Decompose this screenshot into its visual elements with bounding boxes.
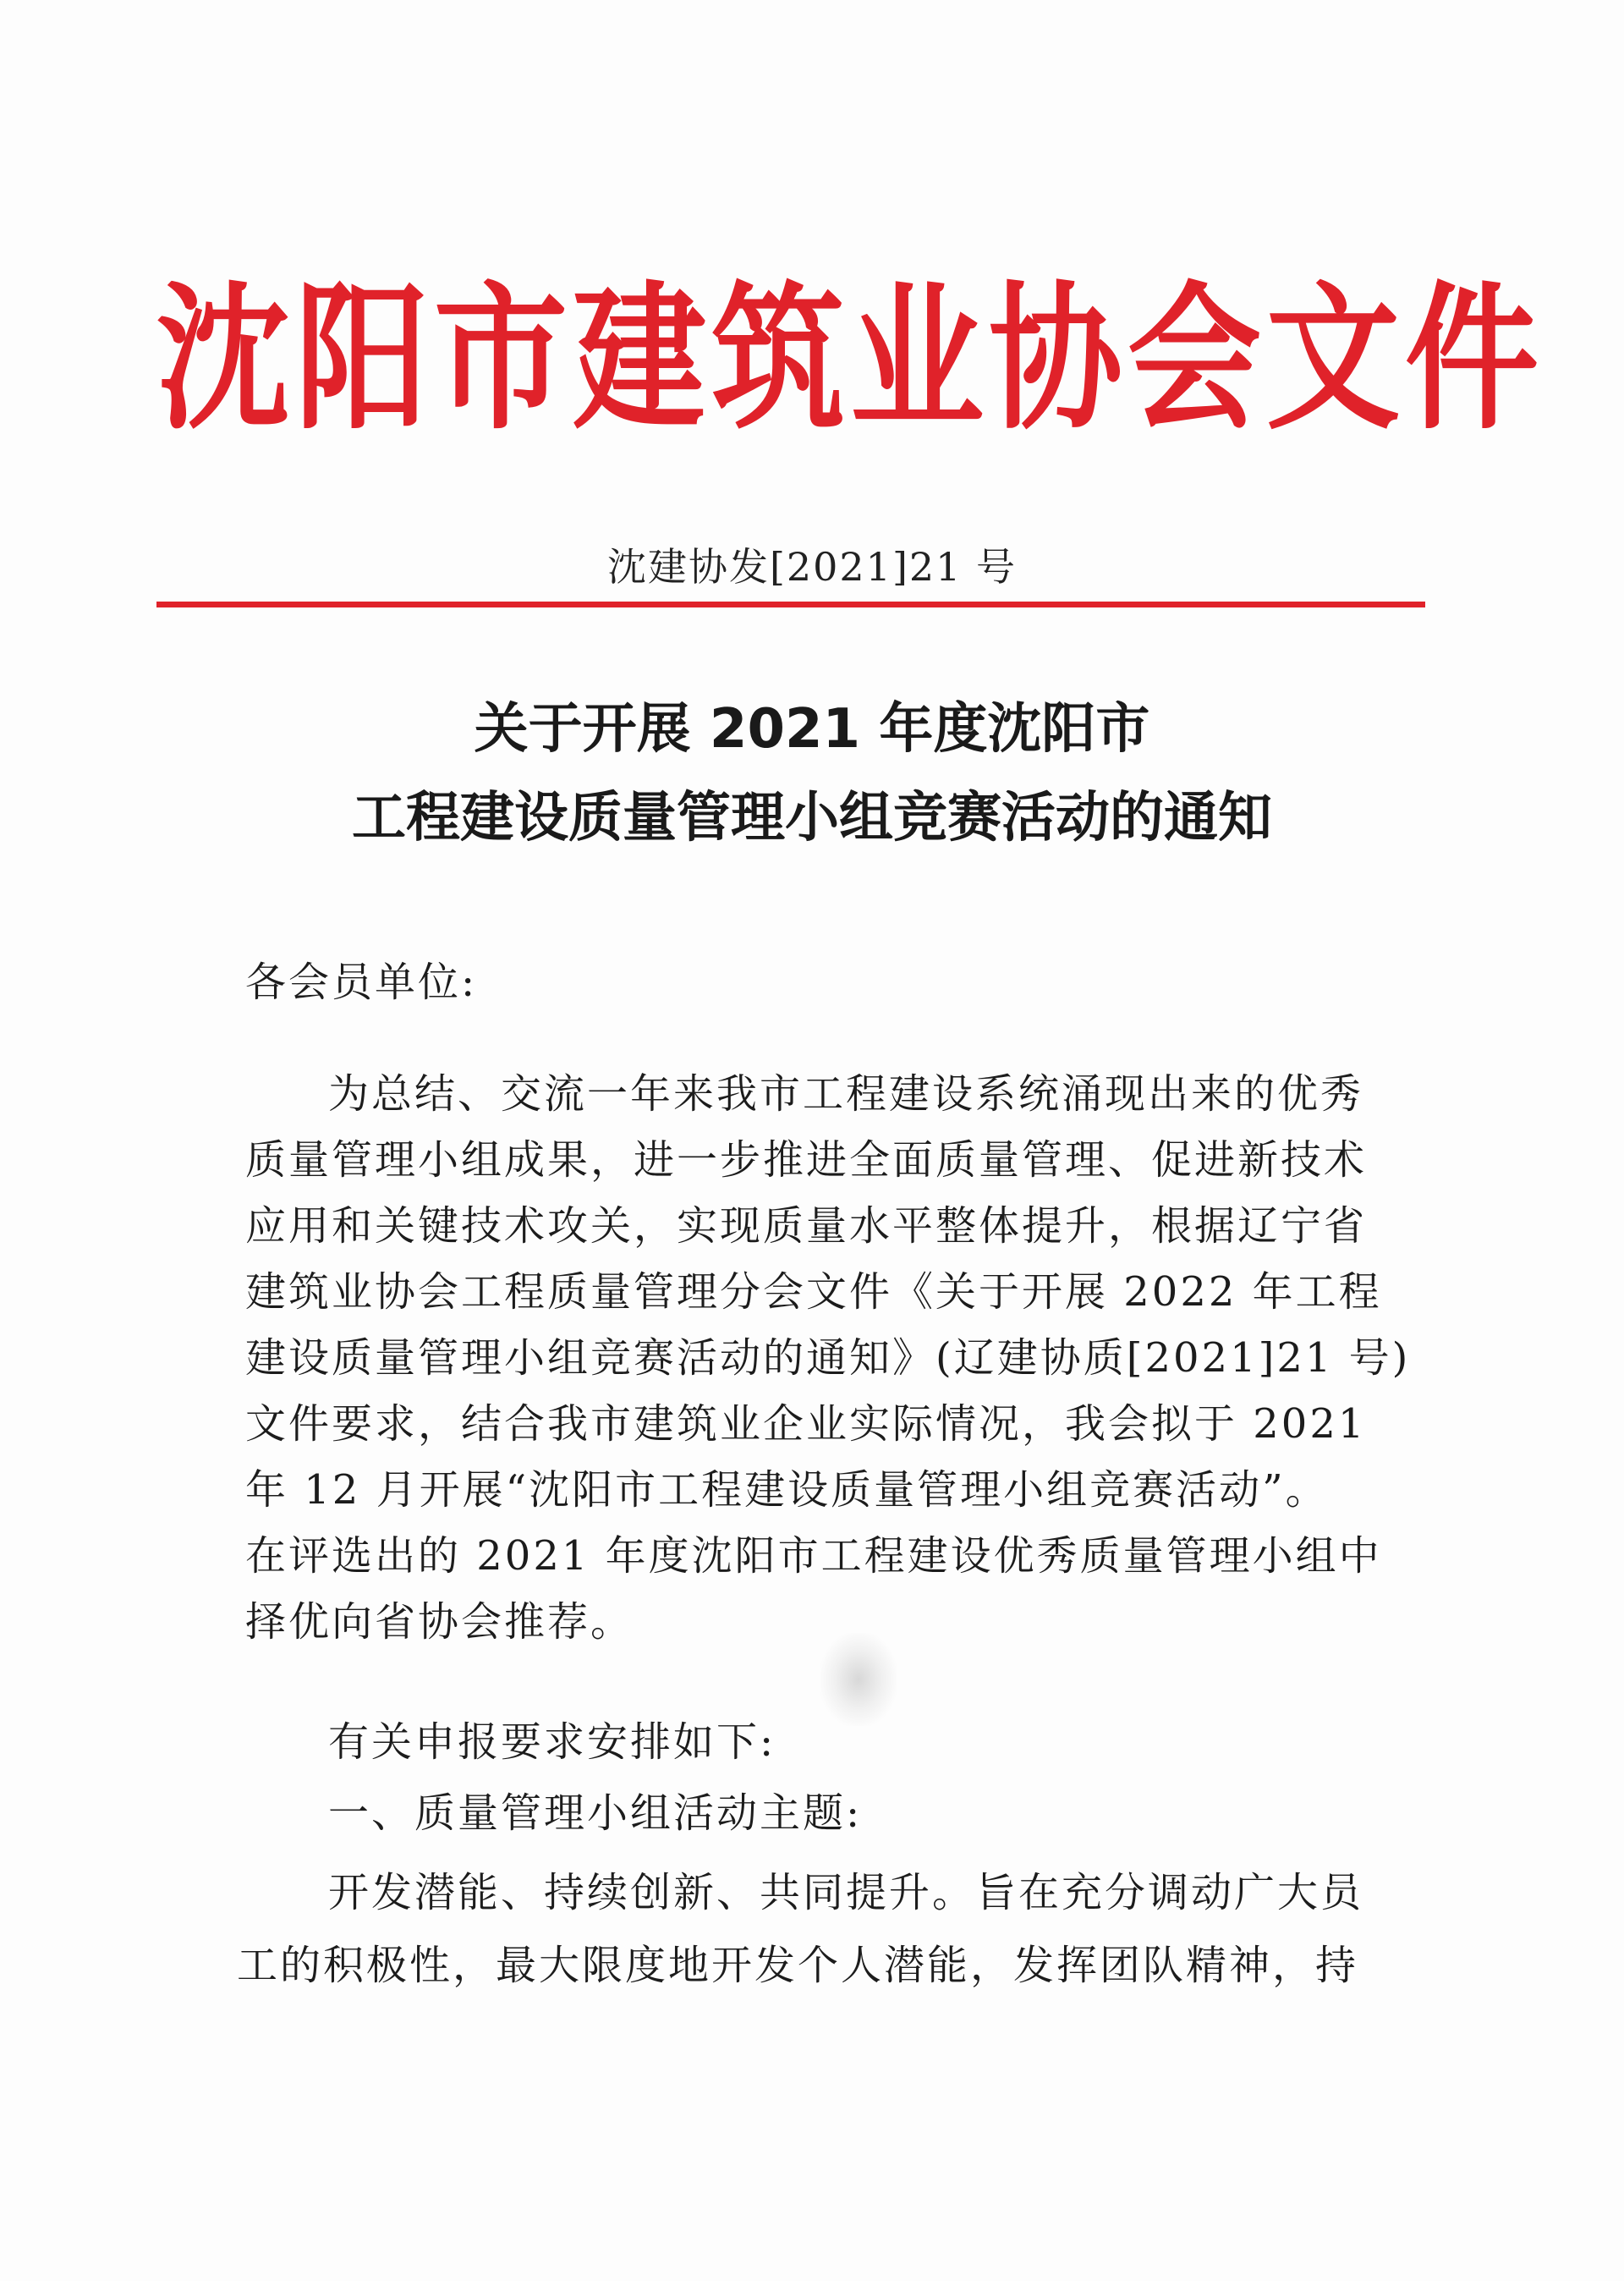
paragraph-line: 在评选出的 2021 年度沈阳市工程建设优秀质量管理小组中	[245, 1532, 1382, 1580]
paragraph-line: 质量管理小组成果，进一步推进全面质量管理、促进新技术	[245, 1136, 1368, 1184]
paragraph-line: 择优向省协会推荐。	[245, 1598, 634, 1646]
paragraph-line: 开发潜能、持续创新、共同提升。旨在充分调动广大员	[328, 1869, 1364, 1916]
notice-title-line-1: 关于开展 2021 年度沈阳市	[474, 698, 1150, 761]
scan-smudge	[820, 1633, 897, 1726]
organization-header-title: 沈阳市建筑业协会文件	[156, 267, 1544, 452]
notice-title-line-2: 工程建设质量管理小组竞赛活动的通知	[352, 787, 1272, 849]
paragraph-line: 为总结、交流一年来我市工程建设系统涌现出来的优秀	[328, 1070, 1364, 1118]
paragraph-line: 文件要求，结合我市建筑业企业实际情况，我会拟于 2021	[245, 1400, 1367, 1448]
paragraph-line: 建筑业协会工程质量管理分会文件《关于开展 2022 年工程	[245, 1268, 1382, 1316]
paragraph-line: 应用和关键技术攻关，实现质量水平整体提升，根据辽宁省	[245, 1202, 1368, 1250]
paragraph-line: 年 12 月开展“沈阳市工程建设质量管理小组竞赛活动”。	[245, 1466, 1329, 1514]
document-number: 沈建协发[2021]21 号	[606, 544, 1018, 590]
section-1-heading: 一、质量管理小组活动主题:	[328, 1789, 863, 1837]
red-divider-line	[156, 602, 1425, 607]
arrangement-intro: 有关申报要求安排如下:	[328, 1718, 776, 1766]
paragraph-line: 建设质量管理小组竞赛活动的通知》(辽建协质[2021]21 号)	[245, 1334, 1411, 1382]
paragraph-line: 工的积极性，最大限度地开发个人潜能，发挥团队精神，持	[237, 1942, 1359, 1989]
salutation: 各会员单位:	[245, 959, 478, 1006]
